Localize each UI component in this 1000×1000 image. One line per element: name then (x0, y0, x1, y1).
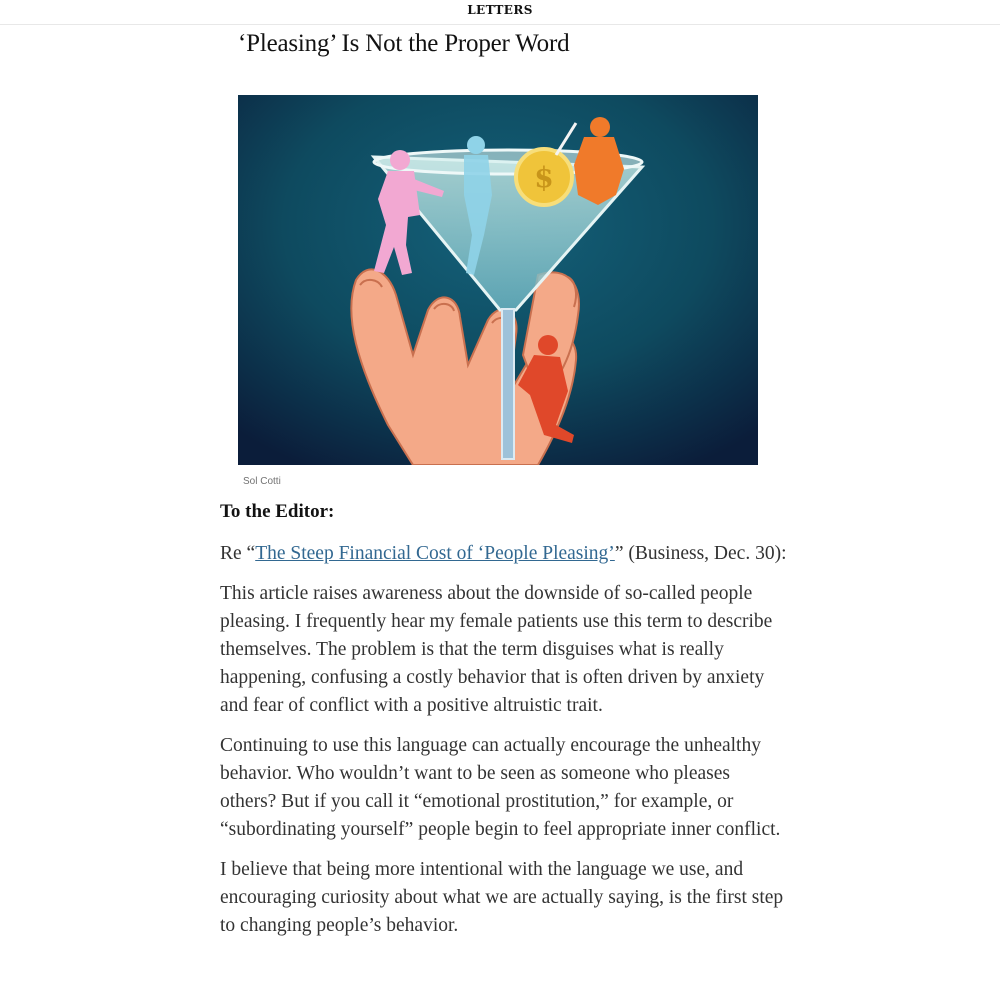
section-header (0, 0, 1000, 25)
reference-prefix: Re “ (220, 543, 256, 564)
image-credit: Sol Cotti (243, 476, 281, 487)
svg-text:$: $ (534, 161, 554, 194)
reference-suffix: ” (Business, Dec. 30): (614, 543, 787, 564)
article-illustration (238, 95, 758, 465)
referenced-article-link[interactable]: The Steep Financial Cost of ‘People Pleasing’ (255, 543, 615, 564)
body-paragraph-1: This article raises awareness about the downside of so-called people pleasing. I frequently hear my female patients use this term to describe themselves. The problem is that the term disguises what is really happening, confusing a costly behavior that is often driven by anxiety and fear of conflict with a positive altruistic trait. (220, 583, 773, 716)
letter-salutation: To the Editor: (220, 501, 335, 522)
article-headline: ‘Pleasing’ Is Not the Proper Word (238, 30, 570, 57)
body-paragraph-2: Continuing to use this language can actually encourage the unhealthy behavior. Who wouldn’t want to be seen as someone who pleases others? But if you call it “emotional prostitution,” for example, or “subordinating yourself” people begin to feel appropriate inner conflict. (220, 735, 781, 840)
section-label[interactable]: LETTERS (467, 3, 533, 17)
body-paragraph-3: I believe that being more intentional with the language we use, and encouraging curiosity about what we are actually saying, is the first step to changing people’s behavior. (220, 859, 784, 936)
illustration-image (238, 95, 758, 465)
reference-line (220, 540, 790, 568)
article-body (220, 498, 790, 952)
